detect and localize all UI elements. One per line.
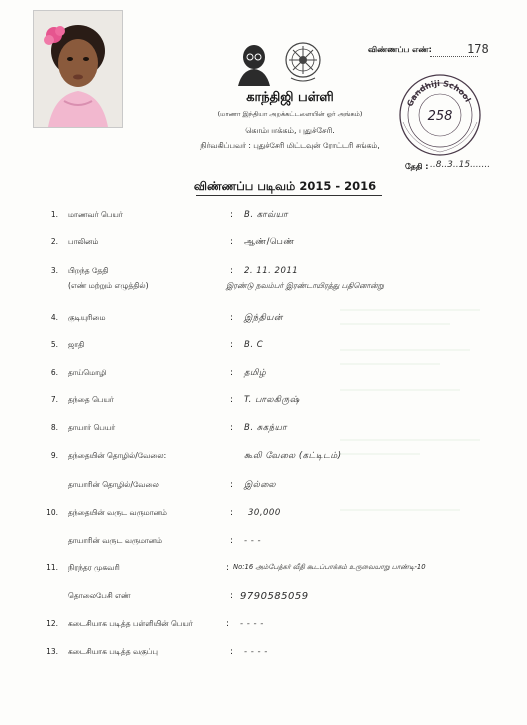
field-value: 2. 11. 2011	[244, 266, 299, 276]
field-number: 3.	[50, 266, 58, 275]
field-gender	[0, 237, 527, 253]
field-mother-occupation	[0, 480, 527, 496]
application-number-value: 178	[467, 42, 489, 56]
field-nationality	[0, 313, 527, 329]
field-number: 2.	[50, 237, 58, 246]
field-label: மாணவர் பெயர்	[68, 210, 123, 219]
seal-text: Gandhiji School	[405, 78, 473, 108]
field-number: 4.	[50, 313, 58, 322]
gandhi-silhouette-icon	[234, 42, 274, 86]
field-colon: :	[226, 563, 230, 573]
field-number: 7.	[50, 395, 58, 404]
field-value: தமிழ்	[244, 368, 267, 378]
school-address: கொம்பாக்கம், புதுச்சேரி.	[245, 126, 335, 135]
field-colon: :	[230, 395, 234, 405]
rotary-emblem-icon	[283, 40, 323, 86]
field-label: தந்தை பெயர்	[68, 395, 114, 404]
field-student-name	[0, 210, 527, 226]
field-label: தொலைபேசி எண்	[68, 591, 131, 600]
field-permanent-address	[0, 563, 527, 579]
field-label: தாயாரின் வருட வருமானம்	[68, 536, 163, 545]
field-label: தாயாரின் தொழில்/வேலை	[68, 480, 159, 489]
field-label: தந்தையின் தொழில்/வேலை:	[68, 451, 167, 460]
seal-number: 258	[427, 109, 453, 124]
field-label: தந்தையின் வருட வருமானம்	[68, 508, 167, 517]
field-colon: :	[226, 619, 230, 629]
field-number: 13.	[46, 647, 58, 656]
field-mother-income	[0, 536, 527, 552]
field-caste	[0, 340, 527, 356]
form-title: விண்ணப்ப படிவம் 2015 - 2016	[193, 179, 377, 193]
field-value: 30,000	[248, 508, 281, 518]
field-colon: :	[230, 210, 234, 220]
field-previous-class	[0, 647, 527, 663]
field-value: - - - -	[240, 619, 264, 629]
field-date-of-birth	[0, 266, 527, 300]
field-value: - - - -	[244, 647, 268, 657]
field-father-occupation	[0, 451, 527, 467]
form-title-underline	[196, 195, 382, 196]
field-value-words: இரண்டு நவம்பர் இரண்டாயிரத்து பதினொன்று	[226, 281, 384, 290]
field-value: இந்தியன்	[244, 313, 283, 323]
field-colon: :	[230, 536, 234, 546]
field-father-income	[0, 508, 527, 524]
field-value: - - -	[244, 536, 262, 546]
application-number-label: விண்ணப்ப எண்:	[368, 45, 432, 54]
field-mother-tongue	[0, 368, 527, 384]
field-label: தாய்மொழி	[68, 368, 107, 377]
student-photo	[33, 10, 123, 128]
field-number: 8.	[50, 423, 58, 432]
field-number: 1.	[50, 210, 58, 219]
field-mother-name	[0, 423, 527, 439]
field-value: B. காவ்யா	[244, 210, 288, 220]
field-number: 12.	[46, 619, 58, 628]
school-affiliation: (மாணா இந்தியா அறக்கட்டளையின் ஓர் அங்கம்)	[217, 110, 363, 118]
field-label: கடைசியாக படித்த பள்ளியின் பெயர்	[68, 619, 193, 628]
field-colon: :	[230, 266, 234, 276]
student-photo-image	[34, 11, 122, 127]
date-value: ..8..3..15.......	[430, 160, 491, 170]
field-colon: :	[230, 480, 234, 490]
gandhi-logo	[234, 42, 274, 86]
rotary-logo	[283, 40, 323, 86]
field-value: No:16 அம்பேத்கர் வீதி கூடப்பாக்கம் உருவையாறு பாண்டி-10	[233, 563, 426, 571]
field-label: குடியுரிமை	[68, 313, 106, 322]
field-colon: :	[230, 508, 234, 518]
field-colon: :	[230, 423, 234, 433]
field-value: ஆண்/பெண்	[244, 237, 295, 247]
field-colon: :	[230, 340, 234, 350]
field-number: 9.	[50, 451, 58, 460]
field-label: பிறந்த தேதி	[68, 266, 109, 275]
field-colon: :	[230, 647, 234, 657]
field-value: இல்லை	[244, 480, 276, 490]
field-value: கூலி வேலை (கட்டிடம்)	[244, 451, 342, 461]
field-number: 11.	[46, 563, 58, 572]
field-previous-school	[0, 619, 527, 635]
school-administrator: நிர்வகிப்பவர் : புதுச்சேரி மிட்டவுன் ரோட்டரி சங்கம்,	[200, 141, 380, 150]
field-value: B. C	[244, 340, 264, 350]
field-colon: :	[230, 237, 234, 247]
field-sublabel: (எண் மற்றும் எழுத்தில்)	[68, 281, 149, 290]
field-colon: :	[230, 368, 234, 378]
field-phone-number	[0, 591, 527, 607]
field-father-name	[0, 395, 527, 411]
field-label: கடைசியாக படித்த வகுப்பு	[68, 647, 158, 656]
field-label: தாயார் பெயர்	[68, 423, 116, 432]
field-label: பாலினம்	[68, 237, 99, 246]
field-number: 5.	[50, 340, 58, 349]
application-number-line	[430, 56, 478, 57]
school-name: காந்திஜி பள்ளி	[246, 90, 334, 105]
field-label: ஜாதி	[68, 340, 85, 349]
field-value: T. பாலகிருஷ்	[244, 395, 300, 405]
field-colon: :	[230, 591, 234, 601]
field-label: நிரந்தர முகவரி	[68, 563, 120, 572]
date-label: தேதி :	[405, 162, 429, 171]
field-number: 10.	[46, 508, 58, 517]
field-colon: :	[230, 313, 234, 323]
field-value: B. சுகந்யா	[244, 423, 287, 433]
field-number: 6.	[50, 368, 58, 377]
field-value: 9790585059	[240, 591, 309, 602]
